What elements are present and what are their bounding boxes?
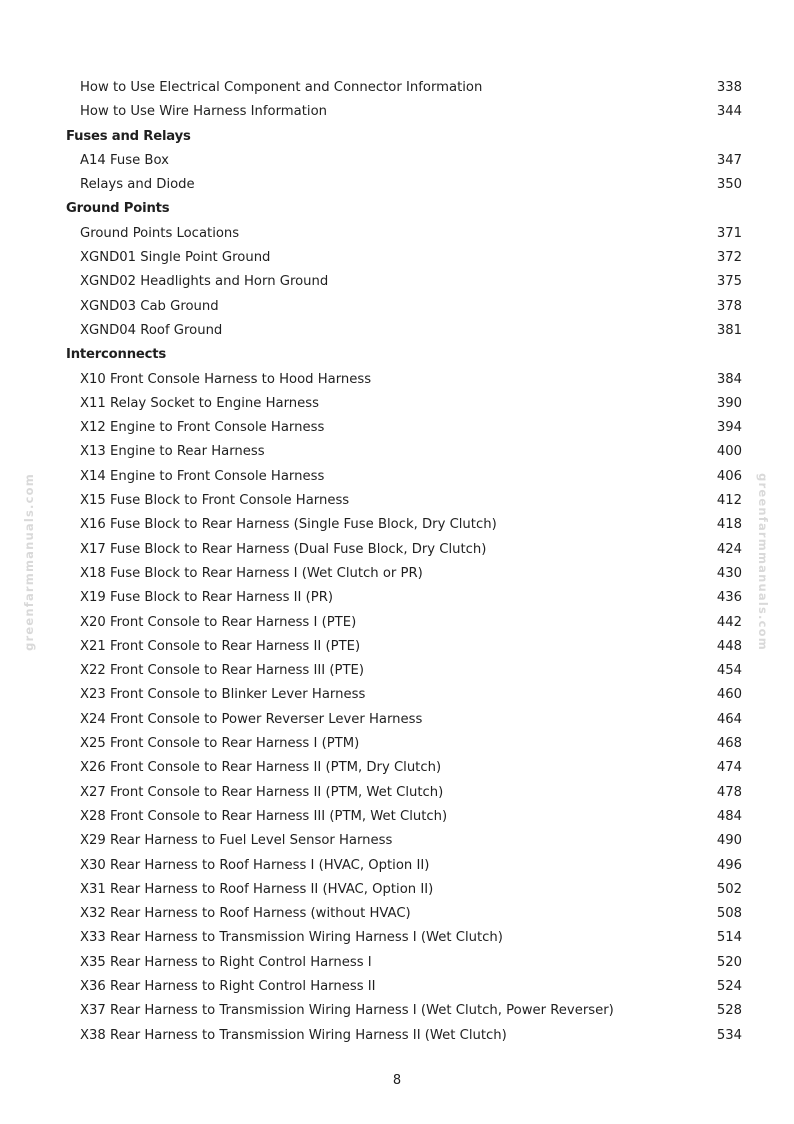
toc-page-number: 484 bbox=[716, 808, 742, 824]
toc-entry[interactable] bbox=[66, 586, 742, 610]
toc-entry[interactable] bbox=[66, 951, 742, 975]
toc-title: A14 Fuse Box bbox=[80, 152, 169, 168]
toc-entry[interactable] bbox=[66, 100, 742, 124]
toc-page-number: 524 bbox=[716, 978, 742, 994]
toc-title: Fuses and Relays bbox=[66, 128, 191, 144]
toc-entry[interactable] bbox=[66, 635, 742, 659]
toc-entry[interactable] bbox=[66, 781, 742, 805]
toc-page-number: 347 bbox=[716, 152, 742, 168]
toc-title: X25 Front Console to Rear Harness I (PTM) bbox=[80, 736, 360, 752]
toc-entry[interactable] bbox=[66, 319, 742, 343]
toc-page-number: 520 bbox=[716, 954, 742, 970]
toc-entry[interactable] bbox=[66, 295, 742, 319]
toc-title: X12 Engine to Front Console Harness bbox=[80, 420, 325, 436]
toc-entry[interactable] bbox=[66, 999, 742, 1023]
toc-title: How to Use Wire Harness Information bbox=[80, 104, 328, 120]
toc-entry[interactable] bbox=[66, 708, 742, 732]
toc-page-number: 372 bbox=[716, 250, 742, 266]
toc-entry[interactable] bbox=[66, 683, 742, 707]
toc-title: Ground Points Locations bbox=[80, 225, 240, 241]
toc-page-number: 468 bbox=[716, 736, 742, 752]
toc-entry[interactable] bbox=[66, 222, 742, 246]
toc-title: X37 Rear Harness to Transmission Wiring Harness I (Wet Clutch, Power Reverser) bbox=[80, 1003, 614, 1019]
toc-page-number: 464 bbox=[716, 711, 742, 727]
toc-title: X20 Front Console to Rear Harness I (PTE) bbox=[80, 614, 357, 630]
toc-page-number: 338 bbox=[716, 80, 742, 95]
toc-entry[interactable] bbox=[66, 538, 742, 562]
toc-page-number: 394 bbox=[716, 420, 742, 436]
toc-entry[interactable] bbox=[66, 829, 742, 853]
toc-entry[interactable] bbox=[66, 1024, 742, 1048]
toc-page-number: 424 bbox=[716, 541, 742, 557]
toc-entry[interactable] bbox=[66, 489, 742, 513]
toc-title: X19 Fuse Block to Rear Harness II (PR) bbox=[80, 590, 334, 606]
toc-title: X28 Front Console to Rear Harness III (PTM, Wet Clutch) bbox=[80, 808, 448, 824]
toc-title: X21 Front Console to Rear Harness II (PTE) bbox=[80, 638, 361, 654]
toc-page-number: 430 bbox=[716, 565, 742, 581]
toc-section-heading bbox=[66, 197, 742, 221]
toc-title: X14 Engine to Front Console Harness bbox=[80, 468, 325, 484]
toc-title: X18 Fuse Block to Rear Harness I (Wet Clutch or PR) bbox=[80, 565, 423, 581]
toc-title: X16 Fuse Block to Rear Harness (Single Fuse Block, Dry Clutch) bbox=[80, 517, 497, 533]
toc-title: X32 Rear Harness to Roof Harness (without HVAC) bbox=[80, 906, 411, 922]
toc-title: X17 Fuse Block to Rear Harness (Dual Fuse Block, Dry Clutch) bbox=[80, 541, 487, 557]
toc-page-number: 436 bbox=[716, 590, 742, 606]
toc-entry[interactable] bbox=[66, 368, 742, 392]
toc-page-number: 490 bbox=[716, 833, 742, 849]
toc-page-number: 390 bbox=[716, 395, 742, 411]
toc-title: X27 Front Console to Rear Harness II (PTM, Wet Clutch) bbox=[80, 784, 444, 800]
toc-entry[interactable] bbox=[66, 878, 742, 902]
watermark-right: greenfarmmanuals.com bbox=[756, 473, 770, 651]
toc-entry[interactable] bbox=[66, 902, 742, 926]
toc-title: XGND04 Roof Ground bbox=[80, 322, 223, 338]
toc-entry[interactable] bbox=[66, 465, 742, 489]
toc-entry[interactable] bbox=[66, 392, 742, 416]
toc-entry[interactable] bbox=[66, 416, 742, 440]
toc-title: X31 Rear Harness to Roof Harness II (HVAC, Option II) bbox=[80, 881, 434, 897]
toc-title: Interconnects bbox=[66, 347, 167, 363]
watermark-left: greenfarmmanuals.com bbox=[22, 473, 36, 651]
toc-page-number: 412 bbox=[716, 493, 742, 509]
toc-entry[interactable] bbox=[66, 611, 742, 635]
toc-title: X22 Front Console to Rear Harness III (PTE) bbox=[80, 663, 364, 679]
toc-title: XGND03 Cab Ground bbox=[80, 298, 219, 314]
toc-title: X35 Rear Harness to Right Control Harness I bbox=[80, 954, 372, 970]
toc-title: X26 Front Console to Rear Harness II (PTM, Dry Clutch) bbox=[80, 760, 442, 776]
toc-page-number: 406 bbox=[716, 468, 742, 484]
toc-page-number: 454 bbox=[716, 663, 742, 679]
toc-page-number: 508 bbox=[716, 906, 742, 922]
toc-page-number: 478 bbox=[716, 784, 742, 800]
toc-page-number: 344 bbox=[716, 104, 742, 120]
toc-entry[interactable] bbox=[66, 270, 742, 294]
toc-page-number: 460 bbox=[716, 687, 742, 703]
toc-page-number: 496 bbox=[716, 857, 742, 873]
toc-page-number: 375 bbox=[716, 274, 742, 290]
toc-page-number: 400 bbox=[716, 444, 742, 460]
toc-title: X10 Front Console Harness to Hood Harness bbox=[80, 371, 372, 387]
toc-page-number: 418 bbox=[716, 517, 742, 533]
toc-page-number: 528 bbox=[716, 1003, 742, 1019]
toc-entry[interactable] bbox=[66, 173, 742, 197]
toc-page-number: 448 bbox=[716, 638, 742, 654]
toc-page-number: 474 bbox=[716, 760, 742, 776]
toc-title: X29 Rear Harness to Fuel Level Sensor Harness bbox=[80, 833, 393, 849]
toc-entry[interactable] bbox=[66, 659, 742, 683]
toc-title: Relays and Diode bbox=[80, 177, 195, 193]
page-number: 8 bbox=[392, 1073, 402, 1088]
toc-title: Ground Points bbox=[66, 201, 170, 217]
toc-title: X11 Relay Socket to Engine Harness bbox=[80, 395, 319, 411]
toc-page-number: 378 bbox=[716, 298, 742, 314]
toc-entry[interactable] bbox=[66, 76, 742, 100]
toc-title: XGND02 Headlights and Horn Ground bbox=[80, 274, 329, 290]
toc-entry[interactable] bbox=[66, 149, 742, 173]
toc-title: X30 Rear Harness to Roof Harness I (HVAC, Option II) bbox=[80, 857, 430, 873]
table-of-contents bbox=[66, 76, 742, 1048]
toc-title: X36 Rear Harness to Right Control Harness II bbox=[80, 978, 376, 994]
toc-page-number: 384 bbox=[716, 371, 742, 387]
toc-title: How to Use Electrical Component and Connector Information bbox=[80, 80, 483, 95]
toc-title: X15 Fuse Block to Front Console Harness bbox=[80, 493, 350, 509]
toc-entry[interactable] bbox=[66, 975, 742, 999]
toc-title: XGND01 Single Point Ground bbox=[80, 250, 271, 266]
toc-entry[interactable] bbox=[66, 246, 742, 270]
toc-title: X38 Rear Harness to Transmission Wiring Harness II (Wet Clutch) bbox=[80, 1027, 507, 1043]
toc-section-heading bbox=[66, 125, 742, 149]
toc-page-number: 442 bbox=[716, 614, 742, 630]
toc-section-heading bbox=[66, 343, 742, 367]
toc-entry[interactable] bbox=[66, 732, 742, 756]
toc-page-number: 350 bbox=[716, 177, 742, 193]
toc-entry[interactable] bbox=[66, 805, 742, 829]
toc-entry[interactable] bbox=[66, 756, 742, 780]
toc-entry[interactable] bbox=[66, 513, 742, 537]
toc-entry[interactable] bbox=[66, 926, 742, 950]
toc-page-number: 502 bbox=[716, 881, 742, 897]
toc-page-number: 514 bbox=[716, 930, 742, 946]
toc-title: X23 Front Console to Blinker Lever Harness bbox=[80, 687, 366, 703]
toc-entry[interactable] bbox=[66, 562, 742, 586]
toc-entry[interactable] bbox=[66, 854, 742, 878]
toc-page-number: 534 bbox=[716, 1027, 742, 1043]
toc-title: X33 Rear Harness to Transmission Wiring Harness I (Wet Clutch) bbox=[80, 930, 503, 946]
toc-title: X13 Engine to Rear Harness bbox=[80, 444, 265, 460]
toc-page-number: 371 bbox=[716, 225, 742, 241]
toc-page-number: 381 bbox=[716, 322, 742, 338]
toc-title: X24 Front Console to Power Reverser Lever Harness bbox=[80, 711, 423, 727]
toc-entry[interactable] bbox=[66, 440, 742, 464]
